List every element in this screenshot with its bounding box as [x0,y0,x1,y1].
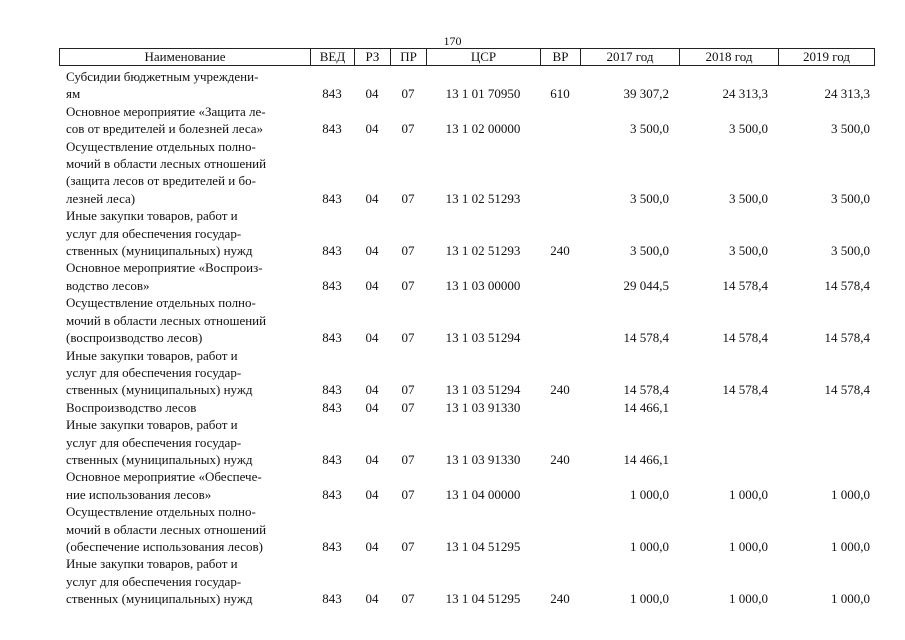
row-rz: 04 [365,538,379,554]
table-row [66,555,875,607]
row-vr: 240 [550,451,570,467]
row-2019: 3 500,0 [831,243,870,259]
row-ved: 843 [322,190,342,206]
row-2018: 3 500,0 [729,190,768,206]
row-name: Осуществление отдельных полно- мочий в области лесных отношений (обеспечение использования лесов) [66,504,267,554]
row-name: Осуществление отдельных полно- мочий в области лесных отношений (воспроизводство лесов) [66,295,267,346]
row-2018: 3 500,0 [729,243,768,259]
row-2019: 1 000,0 [831,538,870,554]
column-header-2017: 2017 год [581,49,680,65]
column-header-vr: ВР [541,49,581,65]
row-rz: 04 [365,486,379,502]
row-ved: 843 [322,86,342,102]
table-row [66,503,875,555]
row-pr: 07 [401,486,415,502]
row-csr: 13 1 03 91330 [445,399,521,415]
table-header [59,48,875,66]
row-csr: 13 1 03 51294 [445,330,521,346]
row-rz: 04 [365,591,379,607]
row-2018: 14 578,4 [722,277,768,293]
table-row [66,68,875,103]
row-csr: 13 1 03 00000 [445,277,521,293]
column-header-2018: 2018 год [680,49,779,65]
row-2019: 14 578,4 [824,277,870,293]
row-2019: 24 313,3 [824,86,870,102]
row-2018: 1 000,0 [729,486,768,502]
row-ved: 843 [322,121,342,137]
row-pr: 07 [401,330,415,346]
row-2019: 3 500,0 [831,190,870,206]
row-2017: 3 500,0 [630,121,669,137]
table-row [66,294,875,346]
row-2017: 1 000,0 [630,591,669,607]
row-name: Осуществление отдельных полно- мочий в области лесных отношений (защита лесов от вредителей и бо- лезней леса) [66,138,267,206]
table-row [66,399,875,416]
column-header-ved: ВЕД [311,49,355,65]
row-csr: 13 1 02 51293 [445,243,521,259]
row-pr: 07 [401,399,415,415]
row-name: Воспроизводство лесов [66,399,197,415]
row-ved: 843 [322,591,342,607]
column-header-2019: 2019 год [803,49,850,64]
row-pr: 07 [401,190,415,206]
row-vr: 240 [550,591,570,607]
row-csr: 13 1 04 51295 [445,591,521,607]
row-ved: 843 [322,399,342,415]
table-row [66,468,875,503]
row-2019: 1 000,0 [831,486,870,502]
row-pr: 07 [401,591,415,607]
row-name: Основное мероприятие «Обеспече- ние использования лесов» [66,469,262,502]
row-name: Основное мероприятие «Воспроиз- водство лесов» [66,260,263,293]
row-vr: 240 [550,382,570,398]
row-name: Основное мероприятие «Защита ле- сов от вредителей и болезней леса» [66,103,266,137]
table-body [66,68,875,608]
row-name: Иные закупки товаров, работ и услуг для обеспечения государ- ственных (муниципальных) нужд [66,417,253,467]
row-ved: 843 [322,330,342,346]
row-name: Иные закупки товаров, работ и услуг для обеспечения государ- ственных (муниципальных) нужд [66,208,253,259]
row-ved: 843 [322,243,342,259]
row-csr: 13 1 04 00000 [445,486,521,502]
row-2017: 14 578,4 [623,382,669,398]
column-header-pr: ПР [391,49,427,65]
row-2017: 29 044,5 [623,277,669,293]
row-2019: 14 578,4 [824,330,870,346]
table-row [66,416,875,468]
row-ved: 843 [322,277,342,293]
row-name: Субсидии бюджетным учреждени- ям [66,69,259,102]
row-pr: 07 [401,243,415,259]
row-rz: 04 [365,330,379,346]
row-rz: 04 [365,399,379,415]
row-2017: 1 000,0 [630,486,669,502]
column-header-csr: ЦСР [427,49,541,65]
row-2018: 3 500,0 [729,121,768,137]
row-2018: 1 000,0 [729,591,768,607]
row-csr: 13 1 02 51293 [445,190,521,206]
row-ved: 843 [322,382,342,398]
row-ved: 843 [322,538,342,554]
table-row [66,207,875,259]
row-2017: 1 000,0 [630,538,669,554]
page-number: 170 [443,34,462,48]
row-2019: 14 578,4 [824,382,870,398]
row-rz: 04 [365,190,379,206]
row-vr: 610 [550,86,570,102]
row-2018: 14 578,4 [722,382,768,398]
row-name: Иные закупки товаров, работ и услуг для обеспечения государ- ственных (муниципальных) нужд [66,347,253,398]
row-ved: 843 [322,486,342,502]
row-2017: 3 500,0 [630,243,669,259]
table-row [66,138,875,208]
row-2018: 24 313,3 [722,86,768,102]
table-row [66,347,875,399]
row-csr: 13 1 02 00000 [445,121,521,137]
row-2017: 14 466,1 [623,451,669,467]
row-vr: 240 [550,243,570,259]
row-2019: 3 500,0 [831,121,870,137]
row-2017: 3 500,0 [630,190,669,206]
row-2017: 39 307,2 [623,86,669,102]
row-csr: 13 1 03 91330 [445,451,521,467]
row-rz: 04 [365,121,379,137]
table-row [66,103,875,138]
row-csr: 13 1 03 51294 [445,382,521,398]
row-pr: 07 [401,382,415,398]
row-pr: 07 [401,86,415,102]
row-2018: 14 578,4 [722,330,768,346]
row-pr: 07 [401,538,415,554]
row-rz: 04 [365,243,379,259]
column-header-rz: РЗ [355,49,391,65]
row-2019: 1 000,0 [831,591,870,607]
row-pr: 07 [401,121,415,137]
row-pr: 07 [401,451,415,467]
row-csr: 13 1 04 51295 [445,538,521,554]
row-2017: 14 466,1 [623,399,669,415]
row-ved: 843 [322,451,342,467]
row-csr: 13 1 01 70950 [445,86,521,102]
table-row [66,259,875,294]
row-2018: 1 000,0 [729,538,768,554]
row-pr: 07 [401,277,415,293]
row-rz: 04 [365,277,379,293]
row-rz: 04 [365,382,379,398]
column-header-name: Наименование [60,49,311,65]
row-rz: 04 [365,451,379,467]
row-name: Иные закупки товаров, работ и услуг для обеспечения государ- ственных (муниципальных) нужд [66,556,253,607]
row-rz: 04 [365,86,379,102]
row-2017: 14 578,4 [623,330,669,346]
